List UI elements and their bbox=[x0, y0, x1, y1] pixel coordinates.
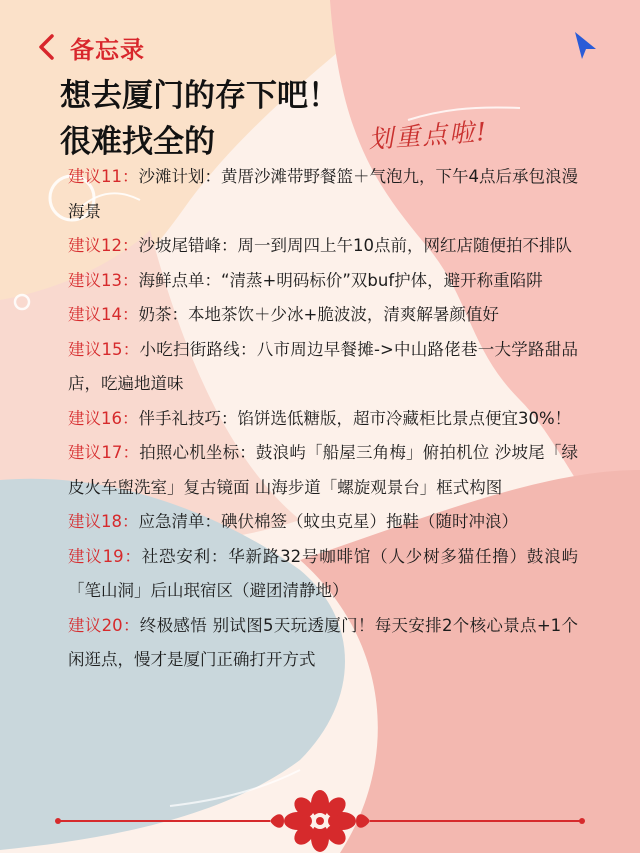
tip-label: 建议20： bbox=[68, 615, 140, 635]
top-navigation-bar bbox=[34, 28, 145, 66]
tips-list bbox=[68, 160, 578, 678]
tip-label: 建议13： bbox=[68, 270, 139, 290]
tip-text: 奶茶：本地茶饮＋少冰+脆波波，清爽解暑颜值好 bbox=[138, 305, 499, 324]
page-title-line-2: 很难找全的 bbox=[60, 124, 215, 160]
tip-text: 海鲜点单：“清蒸+明码标价”双buf护体，避开称重陷阱 bbox=[138, 270, 543, 290]
tip-text: 拍照心机坐标：鼓浪屿「船屋三角梅」俯拍机位 沙坡尾「绿皮火车盥洗室」复古镜面 山海步道「螺旋观景台」框式构图 bbox=[68, 443, 578, 497]
tip-text: 应急清单：碘伏棉签（蚊虫克星）拖鞋（随时冲浪） bbox=[138, 512, 518, 531]
tip-label: 建议12： bbox=[68, 236, 139, 255]
tip-item-16 bbox=[68, 402, 578, 437]
tip-item-18 bbox=[68, 505, 578, 540]
paper-cut-flower-icon bbox=[0, 790, 640, 853]
tip-item-13 bbox=[68, 264, 578, 299]
tip-label: 建议18： bbox=[68, 512, 139, 531]
tip-label: 建议15： bbox=[68, 339, 140, 359]
tip-text: 社恐安利：华新路32号咖啡馆（人少树多猫任撸）鼓浪屿「笔山洞」后山珉宿区（避团清静地） bbox=[68, 546, 579, 600]
page-title-line-1: 想去厦门的存下吧！ bbox=[60, 78, 339, 114]
tip-text: 伴手礼技巧：馅饼选低糖版，超市冷藏柜比景点便宜30%！ bbox=[138, 408, 572, 428]
tip-label: 建议11： bbox=[68, 167, 139, 186]
highlight-sticker-text: 划重点啦! bbox=[367, 116, 490, 155]
tip-text: 沙坡尾错峰：周一到周四上午10点前，网红店随便拍不排队 bbox=[138, 236, 572, 255]
tip-item-20 bbox=[68, 609, 578, 678]
tip-item-12 bbox=[68, 229, 578, 264]
tip-text: 小吃扫街路线：八市周边早餐摊->中山路佬巷一大学路甜品店，吃遍地道味 bbox=[68, 339, 579, 393]
pointer-cursor-icon bbox=[572, 30, 600, 62]
chevron-left-icon[interactable] bbox=[34, 32, 60, 62]
tip-item-14 bbox=[68, 298, 578, 333]
back-button-label[interactable]: 备忘录 bbox=[70, 35, 145, 64]
tip-item-15 bbox=[68, 333, 578, 402]
tip-label: 建议16： bbox=[68, 408, 139, 428]
tip-text: 沙滩计划：黄厝沙滩带野餐篮＋气泡九，下午4点后承包浪漫海景 bbox=[68, 167, 578, 221]
tip-item-11 bbox=[68, 160, 578, 229]
tip-item-17 bbox=[68, 436, 578, 505]
tip-label: 建议14： bbox=[68, 305, 139, 324]
tip-label: 建议17： bbox=[68, 443, 140, 462]
tip-text: 终极感悟 别试图5天玩透厦门！每天安排2个核心景点+1个闲逛点，慢才是厦门正确打开方式 bbox=[68, 615, 578, 669]
tip-item-19 bbox=[68, 540, 578, 609]
tip-label: 建议19： bbox=[68, 546, 142, 566]
